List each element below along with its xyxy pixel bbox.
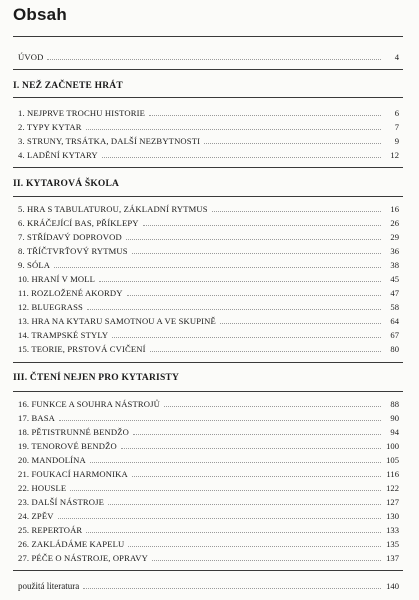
toc-entry-label: 25. REPERTOÁR — [18, 525, 83, 535]
toc-entry-page: 45 — [390, 274, 399, 284]
toc-entry-label: použitá literatura — [18, 581, 80, 591]
toc-entry[interactable] — [18, 510, 399, 522]
toc-entry[interactable] — [18, 329, 399, 341]
toc-entry-page: 100 — [386, 441, 399, 451]
toc-entry-page: 116 — [386, 469, 399, 479]
dot-leader — [132, 253, 381, 254]
toc-entry-page: 133 — [386, 525, 399, 535]
dot-leader — [108, 504, 381, 505]
toc-entry-page: 4 — [394, 52, 399, 62]
dot-leader — [58, 518, 381, 519]
toc-entry-label: 9. SÓLA — [18, 260, 51, 270]
toc-entry-page: 88 — [390, 399, 399, 409]
section-heading: III. ČTENÍ NEJEN PRO KYTARISTY — [13, 373, 180, 383]
dot-leader — [87, 309, 381, 310]
toc-entry-page: 38 — [390, 260, 399, 270]
toc-entry-page: 9 — [394, 136, 399, 146]
toc-entry-label: 19. TENOROVÉ BENDŽO — [18, 441, 117, 451]
toc-entry-page: 94 — [390, 427, 399, 437]
toc-entry-literature[interactable] — [18, 580, 399, 592]
toc-entry-page: 16 — [390, 204, 399, 214]
toc-entry-intro[interactable] — [18, 51, 399, 63]
toc-entry-label: 22. HOUSLE — [18, 483, 67, 493]
toc-entry-label: 18. PĚTISTRUNNÉ BENDŽO — [18, 427, 129, 437]
toc-entry-label: 5. HRA S TABULATUROU, ZÁKLADNÍ RYTMUS — [18, 204, 208, 214]
dot-leader — [86, 129, 381, 130]
toc-entry-label: 7. STŘÍDAVÝ DOPROVOD — [18, 232, 122, 242]
toc-entry-page: 80 — [390, 344, 399, 354]
dot-leader — [102, 157, 381, 158]
toc-entry[interactable] — [18, 482, 399, 494]
toc-entry[interactable] — [18, 524, 399, 536]
toc-entry-label: 10. HRANÍ V MOLL — [18, 274, 96, 284]
toc-entry-page: 36 — [390, 246, 399, 256]
toc-entry-label: 17. BASA — [18, 413, 56, 423]
toc-entry-label: 27. PÉČE O NÁSTROJE, OPRAVY — [18, 553, 148, 563]
section-heading: II. KYTAROVÁ ŠKOLA — [13, 179, 120, 189]
dot-leader — [164, 406, 381, 407]
toc-entry[interactable] — [18, 149, 399, 161]
toc-entry-page: 137 — [386, 553, 399, 563]
toc-entry[interactable] — [18, 287, 399, 299]
toc-entry-page: 135 — [386, 539, 399, 549]
toc-entry-page: 12 — [390, 150, 399, 160]
dot-leader — [83, 588, 381, 589]
toc-entry[interactable] — [18, 343, 399, 355]
toc-entry[interactable] — [18, 203, 399, 215]
toc-entry-label: 11. ROZLOŽENÉ AKORDY — [18, 288, 123, 298]
dot-leader — [90, 462, 381, 463]
toc-entry-page: 6 — [394, 108, 399, 118]
toc-entry-page: 122 — [386, 483, 399, 493]
toc-entry-label: 13. HRA NA KYTARU SAMOTNOU A VE SKUPINĚ — [18, 316, 216, 326]
dot-leader — [99, 281, 381, 282]
toc-entry-label: 3. STRUNY, TRSÁTKA, DALŠÍ NEZBYTNOSTI — [18, 136, 201, 146]
toc-entry-label: 14. TRAMPSKÉ STYLY — [18, 330, 109, 340]
toc-entry-label: ÚVOD — [18, 52, 44, 62]
toc-entry-page: 105 — [386, 455, 399, 465]
toc-entry-label: 21. FOUKACÍ HARMONIKA — [18, 469, 128, 479]
dot-leader — [220, 323, 381, 324]
toc-entry-page: 58 — [390, 302, 399, 312]
divider — [13, 36, 403, 37]
toc-entry-label: 20. MANDOLÍNA — [18, 455, 86, 465]
dot-leader — [143, 225, 381, 226]
dot-leader — [133, 434, 381, 435]
dot-leader — [127, 295, 381, 296]
toc-entry[interactable] — [18, 135, 399, 147]
toc-entry[interactable] — [18, 107, 399, 119]
dot-leader — [212, 211, 381, 212]
toc-entry[interactable] — [18, 121, 399, 133]
toc-entry[interactable] — [18, 538, 399, 550]
toc-entry[interactable] — [18, 496, 399, 508]
toc-entry[interactable] — [18, 301, 399, 313]
dot-leader — [152, 560, 381, 561]
toc-entry[interactable] — [18, 412, 399, 424]
toc-entry-label: 2. TYPY KYTAR — [18, 122, 82, 132]
divider — [13, 391, 403, 392]
toc-entry[interactable] — [18, 398, 399, 410]
dot-leader — [112, 337, 381, 338]
divider — [13, 196, 403, 197]
divider — [13, 167, 403, 168]
page-title: Obsah — [13, 5, 67, 24]
dot-leader — [121, 448, 381, 449]
toc-entry[interactable] — [18, 454, 399, 466]
dot-leader — [204, 143, 381, 144]
divider — [13, 97, 403, 98]
toc-entry-label: 1. NEJPRVE TROCHU HISTORIE — [18, 108, 146, 118]
toc-entry-page: 26 — [390, 218, 399, 228]
toc-entry-label: 15. TEORIE, PRSTOVÁ CVIČENÍ — [18, 344, 146, 354]
toc-entry-label: 26. ZAKLÁDÁME KAPELU — [18, 539, 125, 549]
section-heading: I. NEŽ ZAČNETE HRÁT — [13, 81, 123, 91]
dot-leader — [70, 490, 381, 491]
toc-entry-label: 12. BLUEGRASS — [18, 302, 83, 312]
dot-leader — [86, 532, 381, 533]
toc-entry-label: 8. TŘÍČTVRŤOVÝ RYTMUS — [18, 246, 128, 256]
dot-leader — [59, 420, 381, 421]
toc-entry[interactable] — [18, 552, 399, 564]
toc-entry-page: 64 — [390, 316, 399, 326]
dot-leader — [149, 115, 381, 116]
toc-entry-page: 127 — [386, 497, 399, 507]
toc-entry-label: 16. FUNKCE A SOUHRA NÁSTROJŮ — [18, 399, 160, 409]
toc-entry[interactable] — [18, 217, 399, 229]
toc-entry[interactable] — [18, 315, 399, 327]
toc-entry-page: 140 — [386, 581, 399, 591]
toc-entry-page: 47 — [390, 288, 399, 298]
toc-entry[interactable] — [18, 426, 399, 438]
dot-leader — [54, 267, 381, 268]
toc-entry[interactable] — [18, 440, 399, 452]
toc-entry-page: 7 — [394, 122, 399, 132]
toc-entry-page: 90 — [390, 413, 399, 423]
dot-leader — [150, 351, 381, 352]
toc-entry[interactable] — [18, 468, 399, 480]
dot-leader — [128, 546, 381, 547]
dot-leader — [132, 476, 381, 477]
toc-entry[interactable] — [18, 231, 399, 243]
toc-entry[interactable] — [18, 273, 399, 285]
toc-entry-page: 67 — [390, 330, 399, 340]
toc-entry[interactable] — [18, 245, 399, 257]
toc-entry-page: 130 — [386, 511, 399, 521]
toc-entry[interactable] — [18, 259, 399, 271]
toc-entry-label: 24. ZPĚV — [18, 511, 54, 521]
divider — [13, 69, 403, 70]
divider — [13, 362, 403, 363]
toc-entry-label: 6. KRÁČEJÍCÍ BAS, PŘÍKLEPY — [18, 218, 139, 228]
dot-leader — [126, 239, 381, 240]
toc-entry-label: 23. DALŠÍ NÁSTROJE — [18, 497, 105, 507]
divider — [13, 570, 403, 571]
toc-entry-label: 4. LADĚNÍ KYTARY — [18, 150, 98, 160]
dot-leader — [47, 59, 381, 60]
toc-entry-page: 29 — [390, 232, 399, 242]
